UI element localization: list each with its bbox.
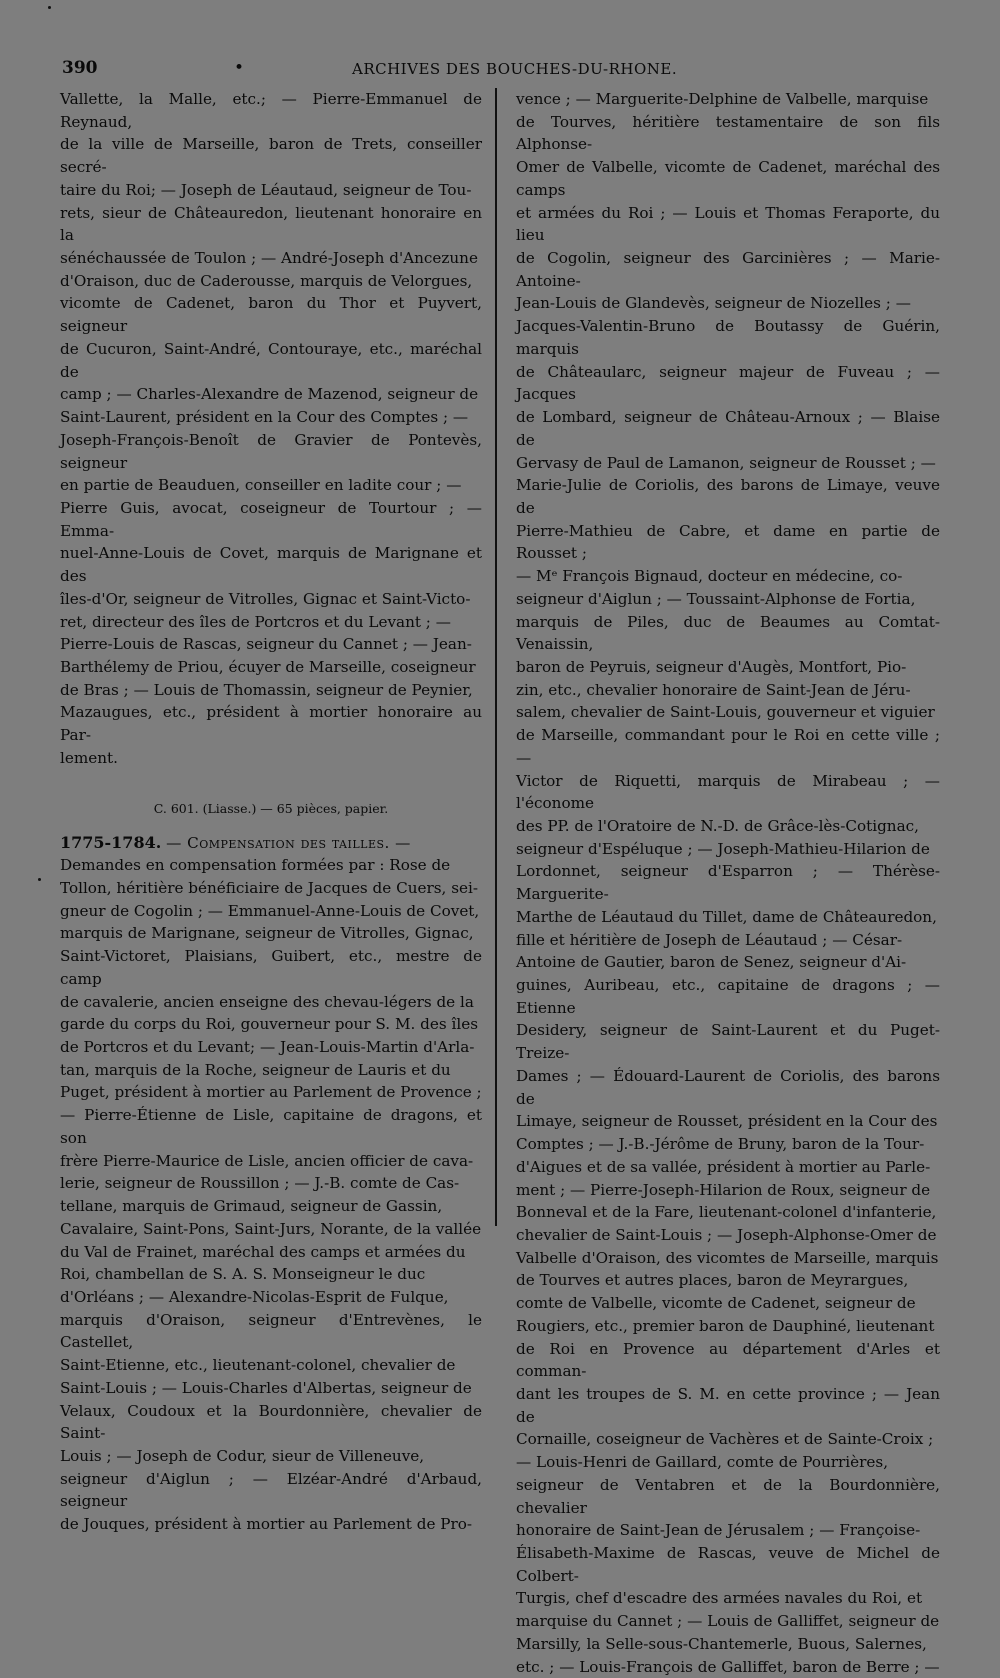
archive-reference: C. 601. (Liasse.) — 65 pièces, papier. [153,800,389,816]
entry-dates: 1775-1784. [60,832,162,852]
running-title: ARCHIVES DES BOUCHES-DU-RHONE. [352,60,678,78]
right-column [516,88,940,1678]
page-header [62,58,942,84]
left-column [60,88,482,1536]
ink-speck [38,878,41,881]
header-separator: • [234,58,245,78]
right-column-text: vence ; — Marguerite-Delphine de Valbelle, marquise de Tourves, héritière testamentaire de son fils Alphonse- Omer de Valbelle, vicomte de Cadenet, maréchal des camps et armées du Roi ; — Louis et Thomas Feraporte, du lieu de Cogolin, seigneur des Garcinières ; — Marie-Antoine- Jean-Louis de Glandevès, seigneur de Niozelles ; — Jacques-Valentin-Bruno de Boutassy de Guérin, marquis de Châteaularc, seigneur majeur de Fuveau ; — Jacques de Lombard, seigneur de Château-Arnoux ; — Blaise de Gervasy de Paul de Lamanon, seigneur de Rousset ; — Marie-Julie de Coriolis, des barons de Limaye, veuve de Pierre-Mathieu de Cabre, et dame en partie de Rousset ; — Mᵉ François Bignaud, docteur en médecine, co- seigneur d'Aiglun ; — Toussaint-Alphonse de Fortia, marquis de Piles, duc de Beaumes au Comtat-Venaissin, baron de Peyruis, seigneur d'Augès, Montfort, Pio- zin, etc., chevalier honoraire de Saint-Jean de Jéru- salem, chevalier de Saint-Louis, gouverneur et viguier de Marseille, commandant pour le Roi en cette ville ; — Victor de Riquetti, marquis de Mirabeau ; — l'économe des PP. de l'Oratoire de N.-D. de Grâce-lès-Cotignac, seigneur d'Espéluque ; — Joseph-Mathieu-Hilarion de Lordonnet, seigneur d'Esparron ; — Thérèse-Marguerite- Marthe de Léautaud du Tillet, dame de Châteauredon, fille et héritière de Joseph de Léautaud ; — César- Antoine de Gautier, baron de Senez, seigneur d'Ai- guines, Auribeau, etc., capitaine de dragons ; — Etienne Desidery, seigneur de Saint-Laurent et du Puget-Treize- Dames ; — Édouard-Laurent de Coriolis, des barons de Limaye, seigneur de Rousset, président en la Cour des Comptes ; — J.-B.-Jérôme de Bruny, baron de la Tour- d'Aigues et de sa vallée, président à mortier au Parle- ment ; — Pierre-Joseph-Hilarion de Roux, seigneur de Bonneval et de la Fare, lieutenant-colonel d'infanterie, chevalier de Saint-Louis ; — Joseph-Alphonse-Omer de Valbelle d'Oraison, des vicomtes de Marseille, marquis de Tourves et autres places, baron de Meyrargues, comte de Valbelle, vicomte de Cadenet, seigneur de Rougiers, etc., premier baron de Dauphiné, lieutenant de Roi en Provence au département d'Arles et comman- dant les troupes de S. M. en cette province ; — Jean de Cornaille, coseigneur de Vachères et de Sainte-Croix ; — Louis-Henri de Gaillard, comte de Pourrières, seigneur de Ventabren et de la Bourdonnière, chevalier honoraire de Saint-Jean de Jérusalem ; — Françoise- Élisabeth-Maxime de Rascas, veuve de Michel de Colbert- Turgis, chef d'escadre des armées navales du Roi, et marquise du Cannet ; — Louis de Galliffet, seigneur de Marsilly, la Selle-sous-Chantemerle, Buous, Salernes, etc. ; — Louis-François de Galliffet, baron de Berre ; — [516,90,940,1676]
ink-speck [48,6,51,9]
entry-text: Demandes en compensation formées par : Rose de Tollon, héritière bénéficiaire de Jacques de Cuers, sei- gneur de Cogolin ; — Emmanuel-Anne-Louis de Covet, marquis de Marignane, seigneur de Vitrolles, Gignac, Saint-Victoret, Plaisians, Guibert, etc., mestre de camp de cavalerie, ancien enseigne des chevau-légers de la garde du corps du Roi, gouverneur pour S. M. des îles de Portcros et du Levant; — Jean-Louis-Martin d'Arla- tan, marquis de la Roche, seigneur de Lauris et du Puget, président à mortier au Parlement de Provence ; — Pierre-Étienne de Lisle, capitaine de dragons, et son frère Pierre-Maurice de Lisle, ancien officier de cava- lerie, seigneur de Roussillon ; — J.-B. comte de Cas- tellane, marquis de Grimaud, seigneur de Gassin, Cavalaire, Saint-Pons, Saint-Jurs, Norante, de la vallée du Val de Frainet, maréchal des camps et armées du Roi, chambellan de S. A. S. Monseigneur le duc d'Orléans ; — Alexandre-Nicolas-Esprit de Fulque, marquis d'Oraison, seigneur d'Entrevènes, le Castellet, Saint-Etienne, etc., lieutenant-colonel, chevalier de Saint-Louis ; — Louis-Charles d'Albertas, seigneur de Velaux, Coudoux et la Bourdonnière, chevalier de Saint- Louis ; — Joseph de Codur, sieur de Villeneuve, seigneur d'Aiglun ; — Elzéar-André d'Arbaud, seigneur de Jouques, président à mortier au Parlement de Pro- [60,856,482,1534]
column-divider [495,88,497,1226]
page-number: 390 [62,58,98,78]
entry-title: — Compensation des tailles. — [166,833,411,852]
entry-paragraph [60,832,482,1536]
continuation-paragraph: Vallette, la Malle, etc.; — Pierre-Emmanuel de Reynaud, de la ville de Marseille, baron de Trets, conseiller secré- taire du Roi; — Joseph de Léautaud, seigneur de Tou- rets, sieur de Châteauredon, lieutenant honoraire en la sénéchaussée de Toulon ; — André-Joseph d'Ancezune d'Oraison, duc de Caderousse, marquis de Velorgues, vicomte de Cadenet, baron du Thor et Puyvert, seigneur de Cucuron, Saint-André, Contouraye, etc., maréchal de camp ; — Charles-Alexandre de Mazenod, seigneur de Saint-Laurent, président en la Cour des Comptes ; — Joseph-François-Benoît de Gravier de Pontevès, seigneur en partie de Beauduen, conseiller en ladite cour ; — Pierre Guis, avocat, coseigneur de Tourtour ; — Emma- nuel-Anne-Louis de Covet, marquis de Marignane et des îles-d'Or, seigneur de Vitrolles, Gignac et Saint-Victo- ret, directeur des îles de Portcros et du Levant ; — Pierre-Louis de Rascas, seigneur du Cannet ; — Jean- Barthélemy de Priou, écuyer de Marseille, coseigneur de Bras ; — Louis de Thomassin, seigneur de Peynier, Mazaugues, etc., président à mortier honoraire au Par- lement. [60,90,482,767]
